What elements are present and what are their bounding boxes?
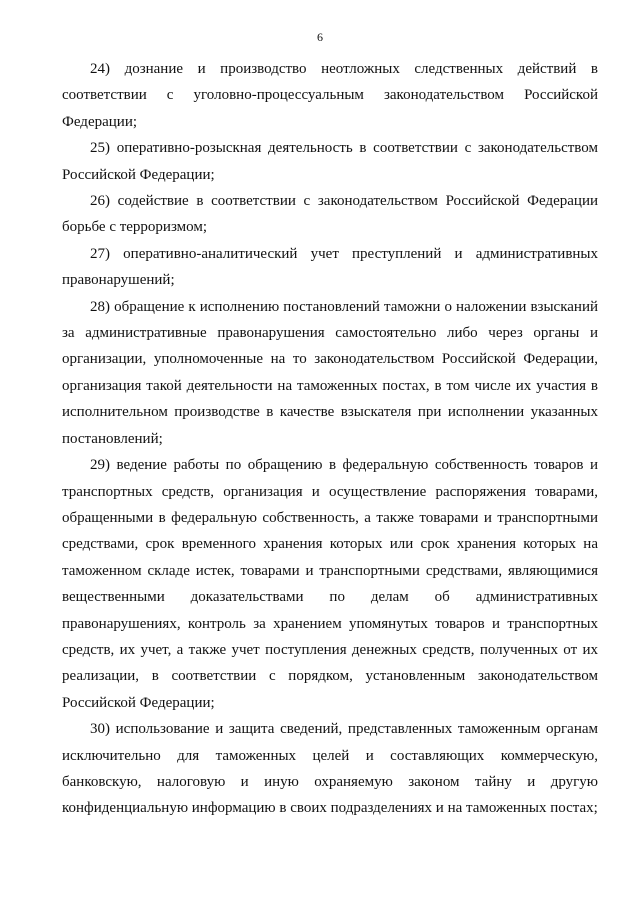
item-text: оперативно-аналитический учет преступлений и административных правонарушений; bbox=[62, 245, 599, 289]
item-number: 30) bbox=[90, 721, 110, 738]
list-item-26 bbox=[62, 188, 598, 241]
item-text: использование и защита сведений, представленных таможенным органам исключительно для таможенных целей и составляющих коммерческую, банковскую, налоговую и иную охраняемую законом тайну и другую конфиденциальную информацию в своих подразделениях и на таможенных постах; bbox=[62, 721, 598, 817]
list-item-29 bbox=[62, 452, 598, 716]
list-item-28 bbox=[62, 294, 598, 452]
list-item-24 bbox=[62, 56, 598, 135]
item-number: 28) bbox=[90, 298, 110, 315]
item-text: содействие в соответствии с законодательством Российской Федерации борьбе с терроризмом; bbox=[62, 193, 599, 236]
item-text: оперативно-розыскная деятельность в соответствии с законодательством Российской Федерации; bbox=[62, 140, 598, 183]
item-number: 24) bbox=[90, 61, 110, 77]
item-number: 27) bbox=[90, 245, 110, 262]
list-item-30 bbox=[62, 716, 598, 822]
item-number: 26) bbox=[90, 193, 110, 210]
page-number: 6 bbox=[317, 30, 323, 44]
list-item-27 bbox=[62, 241, 598, 294]
item-text: обращение к исполнению постановлений таможни о наложении взысканий за административные правонарушения самостоятельно либо через органы и организации, уполномоченные на то законодательством Российской Федерации, организация такой деятельности на таможенных постах, в том числе их участия в исполнительном производстве в качестве взыскателя при исполнении указанных постановлений; bbox=[62, 298, 599, 447]
item-number: 29) bbox=[90, 457, 110, 474]
item-text: ведение работы по обращению в федеральную собственность товаров и транспортных средств, организация и осуществление распоряжения товарами, обращенными в федеральную собственность, а также товарами и транспортными средствами, срок временного хранения которых или срок хранения которых на таможенном складе истек, товарами и транспортными средствами, являющимися вещественными доказательствами по делам об административных правонарушениях, контроль за хранением упомянутых товаров и транспортных средств, их учет, а также учет поступления денежных средств, полученных от их реализации, в соответствии с порядком, установленным законодательством Российской Федерации; bbox=[62, 457, 599, 711]
item-text: дознание и производство неотложных следственных действий в соответствии с уголовно-процессуальным законодательством Российской Федерации; bbox=[62, 61, 598, 130]
list-item-25 bbox=[62, 135, 598, 188]
item-number: 25) bbox=[90, 140, 110, 157]
document-body bbox=[62, 56, 598, 822]
